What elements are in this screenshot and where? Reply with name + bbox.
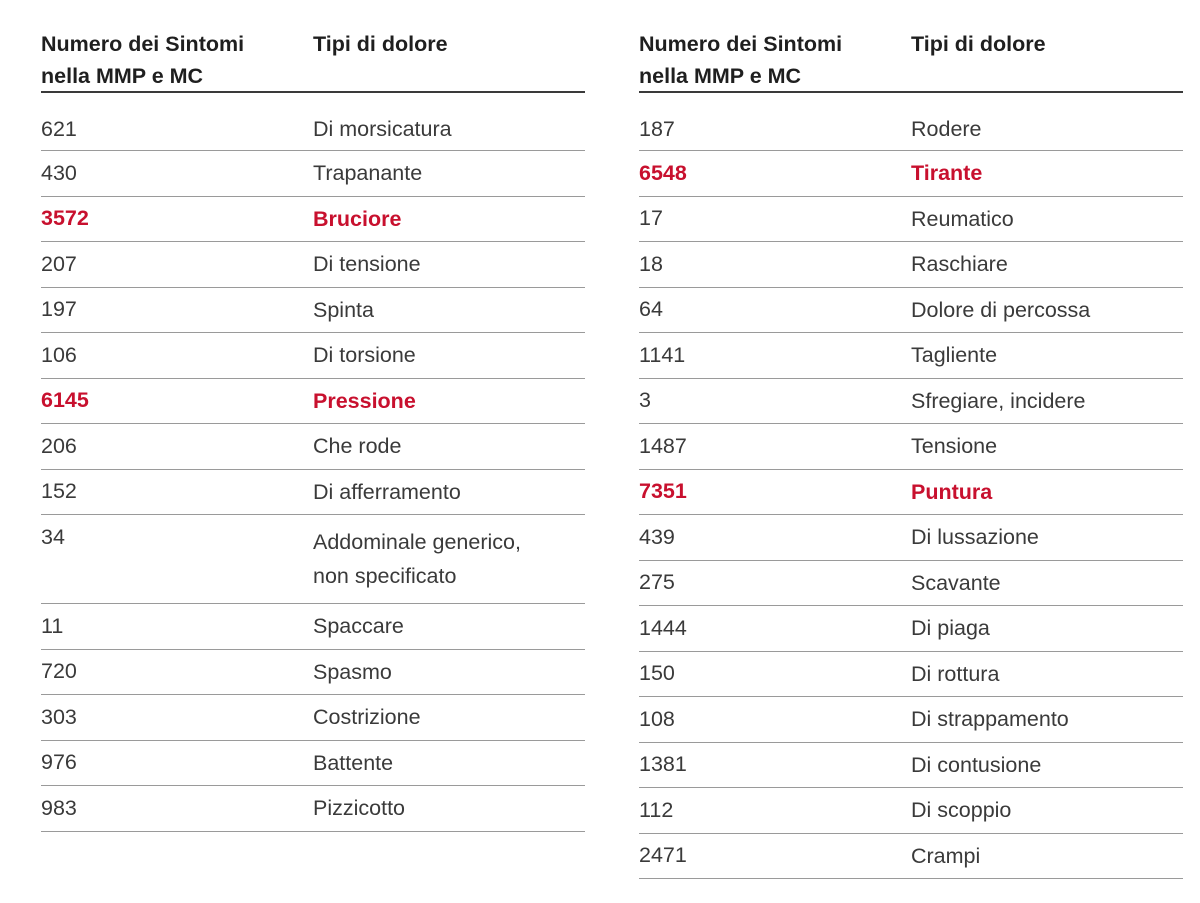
- pain-type: Di scoppio: [911, 798, 1012, 823]
- table-row: [639, 561, 1183, 607]
- table-row: [639, 606, 1183, 652]
- symptom-count: 1444: [639, 615, 687, 640]
- table-row: [639, 424, 1183, 470]
- pain-type: Bruciore: [313, 206, 402, 231]
- symptom-count: 197: [41, 297, 77, 322]
- pain-type: Tensione: [911, 434, 998, 459]
- pain-type: Sfregiare, incidere: [911, 388, 1086, 413]
- pain-type: Spaccare: [313, 614, 404, 639]
- symptom-count: 11: [41, 613, 64, 638]
- symptom-count: 621: [41, 116, 77, 141]
- table-row: [639, 834, 1183, 880]
- pain-type: Di piaga: [911, 616, 990, 641]
- pain-type: Di torsione: [313, 343, 416, 368]
- table-row: [639, 197, 1183, 243]
- pain-type: Pressione: [313, 388, 416, 413]
- pain-type-line2: non specificato: [313, 564, 457, 588]
- symptom-count: 983: [41, 795, 77, 820]
- symptom-count: 187: [639, 116, 675, 141]
- table-row: [639, 288, 1183, 334]
- pain-type: Costrizione: [313, 705, 421, 730]
- table-row: [639, 379, 1183, 425]
- table-row: [41, 151, 585, 197]
- table-body: [41, 93, 585, 832]
- pain-type: Scavante: [911, 570, 1001, 595]
- pain-type: Di rottura: [911, 661, 1000, 686]
- table-row: [41, 786, 585, 832]
- table-row: [41, 515, 585, 604]
- table-row: [639, 333, 1183, 379]
- pain-type: Di afferramento: [313, 479, 461, 504]
- symptom-count: 108: [639, 706, 675, 731]
- symptom-count: 34: [41, 525, 65, 549]
- pain-type: Puntura: [911, 479, 993, 504]
- symptom-count: 720: [41, 659, 77, 684]
- table-row: [639, 697, 1183, 743]
- table-row: [639, 151, 1183, 197]
- pain-type: Spinta: [313, 297, 374, 322]
- pain-type: Battente: [313, 750, 394, 775]
- header-count-line2: nella MMP e MC: [41, 64, 204, 88]
- table-row: [41, 650, 585, 696]
- table-row: [41, 470, 585, 516]
- symptom-count: 106: [41, 342, 77, 367]
- table-row: [41, 741, 585, 787]
- symptom-count: 6145: [41, 388, 89, 413]
- table-row: [41, 695, 585, 741]
- pain-type: Di lussazione: [911, 525, 1039, 550]
- pain-type: Di strappamento: [911, 707, 1069, 732]
- table-row: [639, 470, 1183, 516]
- table-row: [639, 788, 1183, 834]
- table-body: [639, 93, 1183, 879]
- pain-type: Pizzicotto: [313, 796, 406, 821]
- pain-type: Dolore di percossa: [911, 297, 1091, 322]
- pain-type: Raschiare: [911, 252, 1008, 277]
- pain-type: Rodere: [911, 117, 982, 141]
- table-row: [41, 242, 585, 288]
- header-count: [639, 28, 911, 91]
- pain-type-line1: Addominale generico,: [313, 530, 521, 554]
- table-row: [41, 604, 585, 650]
- header-count-line1: Numero dei Sintomi: [41, 32, 245, 56]
- symptom-count: 1381: [639, 752, 687, 777]
- pain-table-left: [41, 28, 585, 832]
- symptom-count: 3: [639, 388, 651, 413]
- table-row: [639, 515, 1183, 561]
- table-header: [41, 28, 585, 93]
- pain-type: Che rode: [313, 434, 402, 459]
- symptom-count: 112: [639, 797, 674, 822]
- symptom-count: 439: [639, 524, 675, 549]
- table-row: [639, 652, 1183, 698]
- pain-type: Reumatico: [911, 206, 1014, 231]
- header-count-line2: nella MMP e MC: [639, 64, 802, 88]
- symptom-count: 1141: [639, 342, 686, 367]
- table-row: [41, 333, 585, 379]
- table-row: [41, 197, 585, 243]
- header-type: Tipi di dolore: [313, 32, 448, 56]
- symptom-count: 1487: [639, 433, 687, 458]
- table-header: [639, 28, 1183, 93]
- symptom-count: 976: [41, 750, 77, 775]
- pain-type: Tirante: [911, 161, 983, 186]
- pain-table-right: [639, 28, 1183, 879]
- pain-type: [313, 525, 585, 593]
- table-row: [41, 424, 585, 470]
- symptom-count: 303: [41, 704, 77, 729]
- symptom-count: 64: [639, 297, 663, 322]
- symptom-count: 275: [639, 570, 675, 595]
- symptom-count: 3572: [41, 206, 89, 231]
- pain-type: Spasmo: [313, 659, 392, 684]
- table-row: [41, 379, 585, 425]
- pain-type: Di contusione: [911, 752, 1042, 777]
- table-row: [41, 93, 585, 151]
- symptom-count: 152: [41, 479, 77, 504]
- pain-type: Trapanante: [313, 161, 423, 186]
- header-count: [41, 28, 313, 91]
- symptom-count: 6548: [639, 160, 687, 185]
- pain-type: Di morsicatura: [313, 117, 452, 141]
- symptom-count: 206: [41, 433, 77, 458]
- table-row: [41, 288, 585, 334]
- symptom-count: 7351: [639, 479, 687, 504]
- header-count-line1: Numero dei Sintomi: [639, 32, 843, 56]
- table-row: [639, 743, 1183, 789]
- symptom-count: 207: [41, 251, 77, 276]
- symptom-count: 2471: [639, 843, 687, 868]
- symptom-count: 18: [639, 251, 663, 276]
- table-row: [639, 93, 1183, 151]
- pain-type: Tagliente: [911, 343, 998, 368]
- symptom-count: 17: [639, 206, 663, 231]
- header-type: Tipi di dolore: [911, 32, 1046, 56]
- symptom-count: 430: [41, 160, 77, 185]
- pain-type: Di tensione: [313, 252, 421, 277]
- symptom-count: 150: [639, 661, 675, 686]
- pain-type: Crampi: [911, 843, 981, 868]
- table-row: [639, 242, 1183, 288]
